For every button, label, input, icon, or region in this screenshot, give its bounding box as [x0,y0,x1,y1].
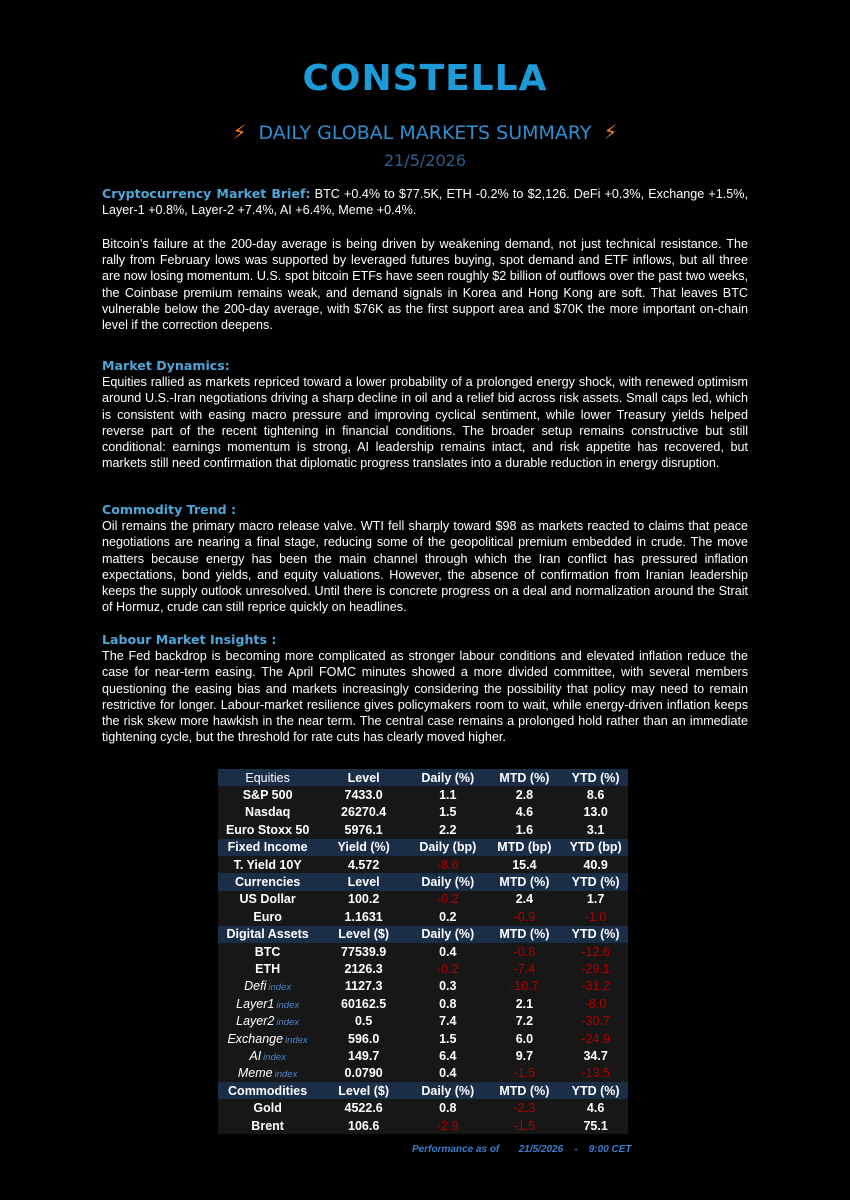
instrument-name [218,821,317,838]
table-row [218,856,628,873]
level-cell: 4.572 [348,857,380,872]
change-cell: 2.1 [515,996,534,1011]
level-cell: 5976.1 [344,822,383,837]
instrument-label: Euro Stoxx 50 [225,822,310,837]
change-cell: 34.7 [583,1048,608,1063]
table-row [218,786,628,803]
change-cell: 6.4 [439,1048,457,1063]
table-row [218,943,628,960]
crypto-brief-summary [102,186,748,218]
instrument-label: S&P 500 [242,788,293,803]
commodity-trend-body: Oil remains the primary macro release valve. WTI fell sharply toward $98 as markets reacted to claims that peace negotiations are nearing a final stage, reducing some of the geopolitical premium embedded in crude. The move matters because energy has been the main channel through which the Iran conflict has pressured inflation expectations, bond yields, and equity valuations. However, the absence of confirmation from Iranian leadership keeps the supply outlook unresolved. Until there is concrete progress on a deal and normalization around the Strait of Hormuz, crude can still reprice quickly on headlines. [102,519,748,615]
level-cell: 7433.0 [344,788,383,803]
instrument-label: Gold [253,1101,282,1116]
change-cell: -2.9 [437,1118,459,1133]
column-header: YTD (%) [563,873,628,890]
level-cell: 4522.6 [344,1101,383,1116]
instrument-label: BTC [254,944,281,959]
column-header: MTD (%) [486,769,564,786]
constella-logo: CONSTELLA [302,58,548,99]
crypto-brief-summary-text: BTC +0.4% to $77.5K, ETH -0.2% to $2,126. DeFi +0.3%, Exchange +1.5%, Layer-1 +0.8%, Layer-2 +7.4%, AI +6.4%, Meme +0.4%. [102,187,748,218]
crypto-brief-heading: Cryptocurrency Market Brief: [102,186,311,201]
column-header: MTD (%) [486,1082,564,1099]
labour-market-heading: Labour Market Insights : [102,632,277,647]
change-cell: -1.5 [513,1118,536,1133]
table-row [218,804,628,821]
change-cell: -8.0 [584,996,607,1011]
table-row [218,1047,628,1064]
level-cell: 1.1631 [344,909,383,924]
column-header: MTD (%) [486,926,564,943]
instrument-label: Layer2 [236,1014,275,1029]
table-row [218,995,628,1012]
instrument-name [218,856,317,873]
lightning-bolt-icon: ⚡ [232,120,247,144]
change-cell: 9.7 [515,1048,534,1063]
index-tag: index [274,1069,298,1081]
table-section-header [218,873,628,890]
instrument-name [218,1047,317,1064]
markets-performance-table [218,769,628,1134]
change-cell: -0.8 [513,944,536,959]
change-cell: 15.4 [512,857,537,872]
instrument-label: Defi [244,979,267,994]
section-title: Equities [218,769,317,786]
change-cell: 0.4 [439,944,457,959]
index-tag: index [276,1017,300,1029]
change-cell: -24.9 [581,1031,610,1046]
market-dynamics-section [102,358,748,471]
change-cell: 3.1 [586,822,605,837]
change-cell: 0.3 [439,979,457,994]
change-cell: 75.1 [583,1118,608,1133]
section-title: Commodities [218,1082,317,1099]
column-header: YTD (bp) [563,839,628,856]
change-cell: 2.4 [515,892,534,907]
change-cell: 0.2 [439,909,457,924]
change-cell: -29.1 [581,961,610,976]
index-tag: index [276,999,300,1011]
index-tag: index [285,1034,308,1046]
change-cell: -0.2 [437,892,459,907]
section-title: Digital Assets [218,926,317,943]
instrument-label: T. Yield 10Y [233,857,302,872]
instrument-label: Exchange [227,1031,284,1046]
instrument-label: Meme [237,1066,273,1081]
change-cell: 1.1 [439,788,457,803]
table-row [218,908,628,925]
table-section-header [218,839,628,856]
instrument-name [218,908,317,925]
instrument-label: Layer1 [236,996,275,1011]
change-cell: -1.0 [584,909,607,924]
level-cell: 2126.3 [344,961,383,976]
instrument-name [218,1099,317,1116]
instrument-name [218,1012,317,1029]
column-header: Yield (%) [317,839,410,856]
table-row [218,1065,628,1082]
lightning-bolt-icon: ⚡ [603,120,618,144]
column-header: YTD (%) [563,926,628,943]
column-header: Level [317,769,410,786]
change-cell: -7.4 [513,961,536,976]
column-header: MTD (bp) [486,839,564,856]
column-header: YTD (%) [563,769,628,786]
change-cell: 40.9 [583,857,608,872]
column-header: Level ($) [317,1082,410,1099]
table-row [218,978,628,995]
table-row [218,821,628,838]
change-cell: -30.7 [581,1014,610,1029]
column-header: Daily (%) [410,1082,486,1099]
instrument-name [218,891,317,908]
instrument-label: Brent [251,1118,284,1133]
instrument-name [218,786,317,803]
change-cell: 7.4 [439,1014,457,1029]
markets-table [218,769,628,1134]
column-header: Daily (bp) [410,839,486,856]
instrument-label: US Dollar [239,892,296,907]
change-cell: 2.2 [439,822,457,837]
change-cell: -13.5 [581,1066,610,1081]
column-header: Level [317,873,410,890]
instrument-label: Nasdaq [245,805,291,820]
instrument-name [218,960,317,977]
change-cell: -2.3 [513,1101,536,1116]
change-cell: 13.0 [583,805,608,820]
instrument-label: AI [249,1048,262,1063]
level-cell: 77539.9 [341,944,387,959]
level-cell: 100.2 [348,892,380,907]
change-cell: 1.5 [439,1031,457,1046]
level-cell: 0.0790 [344,1066,383,1081]
change-cell: -1.5 [513,1066,536,1081]
table-section-header [218,926,628,943]
change-cell: 2.8 [515,788,534,803]
level-cell: 149.7 [348,1048,380,1063]
change-cell: -31.2 [581,979,610,994]
change-cell: -8.6 [437,857,459,872]
labour-market-section [102,632,748,745]
instrument-name [218,995,317,1012]
level-cell: 60162.5 [341,996,387,1011]
column-header: MTD (%) [486,873,564,890]
table-section-header [218,1082,628,1099]
level-cell: 106.6 [348,1118,380,1133]
table-row [218,1012,628,1029]
market-dynamics-heading: Market Dynamics: [102,358,230,373]
change-cell: -10.7 [510,979,539,994]
instrument-label: Euro [253,909,282,924]
level-cell: 26270.4 [341,805,387,820]
change-cell: -0.9 [513,909,536,924]
change-cell: 6.0 [515,1031,534,1046]
column-header: Daily (%) [410,926,486,943]
table-row [218,1099,628,1116]
change-cell: 1.6 [515,822,534,837]
report-title [0,120,850,144]
table-row [218,1117,628,1134]
table-row [218,960,628,977]
change-cell: 0.8 [439,1101,457,1116]
change-cell: 4.6 [515,805,534,820]
performance-footer: Performance as of 21/5/2026 - 9:00 CET [412,1144,632,1155]
level-cell: 1127.3 [344,979,383,994]
table-section-header [218,769,628,786]
change-cell: -0.2 [437,961,459,976]
commodity-trend-heading: Commodity Trend : [102,502,237,517]
report-date: 21/5/2026 [383,151,467,170]
instrument-name [218,1030,317,1047]
change-cell: -12.6 [581,944,610,959]
instrument-name [218,1065,317,1082]
change-cell: 8.6 [586,788,605,803]
column-header: Daily (%) [410,873,486,890]
crypto-brief-body: Bitcoin’s failure at the 200-day average is being driven by weakening demand, not just technical resistance. The rally from February lows was supported by leveraged futures buying, spot demand and ETF inflows, but all three are now losing momentum. U.S. spot bitcoin ETFs have seen roughly $2 billion of outflows over the past two weeks, the Coinbase premium remains weak, and demand signals in Korea and Hong Kong are soft. That leaves BTC vulnerable below the 200-day average, with $76K as the first support area and $70K the more important on-chain level if the correction deepens. [102,237,748,333]
report-title-text: DAILY GLOBAL MARKETS SUMMARY [258,122,592,144]
level-cell: 596.0 [348,1031,380,1046]
column-header: Level ($) [317,926,410,943]
change-cell: 1.7 [586,892,605,907]
labour-market-body: The Fed backdrop is becoming more complicated as stronger labour conditions and elevated inflation reduce the case for near-term easing. The April FOMC minutes showed a more divided committee, with several members questioning the easing bias and markets increasingly considering the possibility that policy may need to remain restrictive for longer. Labour-market resilience gives policymakers room to wait, while energy-driven inflation keeps the risk skew more hawkish in the near term. The central case remains a prolonged hold rather than an immediate tightening cycle, but the threshold for rate cuts has clearly moved higher. [102,649,748,745]
index-tag: index [263,1051,286,1063]
index-tag: index [268,982,292,994]
instrument-label: ETH [255,961,281,976]
column-header: Daily (%) [410,769,486,786]
table-row [218,891,628,908]
market-dynamics-body: Equities rallied as markets repriced toward a lower probability of a prolonged energy shock, with renewed optimism around U.S.-Iran negotiations driving a sharp decline in oil and a relief bid across risk assets. Small caps led, which is consistent with easing macro pressure and improving cyclical sentiment, while lower Treasury yields helped reverse part of the recent tightening in financial conditions. The broader setup remains constructive but still conditional: earnings momentum is strong, AI leadership remains intact, and risk appetite has recovered, but markets still need confirmation that diplomatic progress translates into a durable reduction in energy disruption. [102,375,748,471]
change-cell: 1.5 [439,805,457,820]
commodity-trend-section [102,502,748,615]
column-header: YTD (%) [563,1082,628,1099]
table-row [218,1030,628,1047]
change-cell: 0.4 [439,1066,457,1081]
section-title: Currencies [218,873,317,890]
instrument-name [218,943,317,960]
section-title: Fixed Income [218,839,317,856]
change-cell: 4.6 [586,1101,605,1116]
instrument-name [218,1117,317,1134]
change-cell: 7.2 [515,1014,534,1029]
change-cell: 0.8 [439,996,457,1011]
instrument-name [218,978,317,995]
instrument-name [218,804,317,821]
level-cell: 0.5 [354,1014,373,1029]
